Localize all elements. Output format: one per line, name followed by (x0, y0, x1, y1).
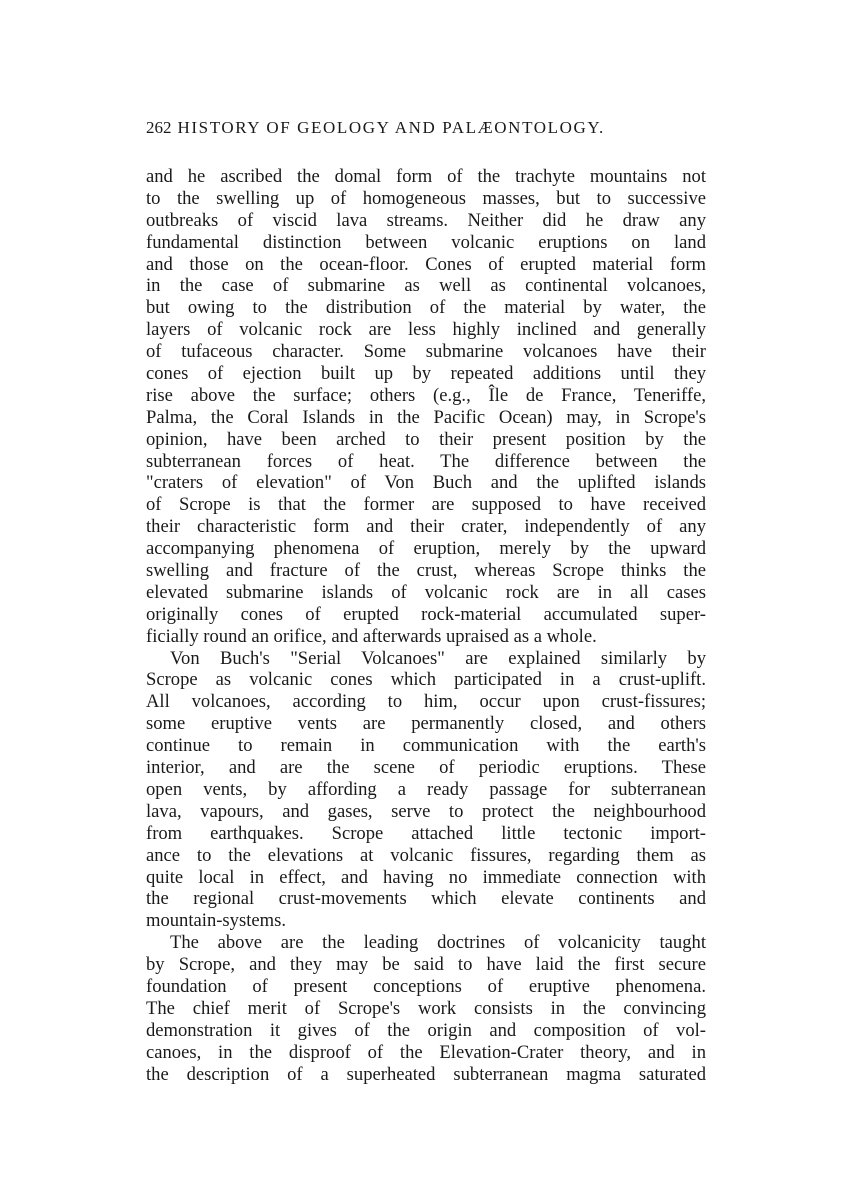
text-line: Von Buch's "Serial Volcanoes" are explained similarly by (170, 647, 706, 669)
body-text (146, 166, 706, 1085)
text-line: by Scrope, and they may be said to have laid the first secure (146, 954, 706, 976)
text-line: outbreaks of viscid lava streams. Neither did he draw any (146, 209, 706, 231)
page-number: 262 (146, 118, 172, 137)
text-line: opinion, have been arched to their present position by the (146, 428, 706, 450)
text-line: ance to the elevations at volcanic fissures, regarding them as (146, 844, 706, 866)
text-line: accompanying phenomena of eruption, merely by the upward (146, 538, 706, 560)
text-line: ficially round an orifice, and afterwards upraised as a whole. (146, 625, 597, 647)
text-line: The chief merit of Scrope's work consists in the convincing (146, 997, 706, 1019)
text-line: and those on the ocean-floor. Cones of erupted material form (146, 253, 706, 275)
text-line: the regional crust-movements which elevate continents and (146, 888, 706, 910)
text-line: Palma, the Coral Islands in the Pacific Ocean) may, in Scrope's (146, 406, 706, 428)
text-line: rise above the surface; others (e.g., Île de France, Teneriffe, (146, 384, 706, 406)
text-line: interior, and are the scene of periodic eruptions. These (146, 757, 706, 779)
text-line: The above are the leading doctrines of volcanicity taught (170, 932, 706, 954)
text-line: and he ascribed the domal form of the trachyte mountains not (146, 166, 706, 187)
text-line: quite local in effect, and having no immediate connection with (146, 866, 706, 888)
text-line: their characteristic form and their crater, independently of any (146, 516, 706, 538)
text-line: layers of volcanic rock are less highly inclined and generally (146, 319, 706, 341)
text-line: demonstration it gives of the origin and composition of vol- (146, 1019, 706, 1041)
text-line: All volcanoes, according to him, occur upon crust-fissures; (146, 691, 706, 713)
text-line: fundamental distinction between volcanic eruptions on land (146, 231, 706, 253)
text-line: subterranean forces of heat. The difference between the (146, 450, 706, 472)
text-line: of tufaceous character. Some submarine volcanoes have their (146, 341, 706, 363)
text-line: open vents, by affording a ready passage for subterranean (146, 778, 706, 800)
text-line: some eruptive vents are permanently closed, and others (146, 713, 706, 735)
text-line: lava, vapours, and gases, serve to protect the neighbourhood (146, 800, 706, 822)
text-line: "craters of elevation" of Von Buch and the uplifted islands (146, 472, 706, 494)
text-line: canoes, in the disproof of the Elevation-Crater theory, and in (146, 1041, 706, 1063)
text-line: continue to remain in communication with the earth's (146, 735, 706, 757)
text-line: to the swelling up of homogeneous masses, but to successive (146, 187, 706, 209)
text-line: mountain-systems. (146, 910, 286, 932)
text-line: from earthquakes. Scrope attached little tectonic import- (146, 822, 706, 844)
text-line: cones of ejection built up by repeated additions until they (146, 363, 706, 385)
text-line: swelling and fracture of the crust, whereas Scrope thinks the (146, 560, 706, 582)
text-line: but owing to the distribution of the material by water, the (146, 297, 706, 319)
running-head (146, 118, 706, 138)
running-title: HISTORY OF GEOLOGY AND PALÆONTOLOGY. (177, 118, 605, 137)
text-line: Scrope as volcanic cones which participated in a crust-uplift. (146, 669, 706, 691)
text-line: foundation of present conceptions of eruptive phenomena. (146, 975, 706, 997)
text-line: originally cones of erupted rock-material accumulated super- (146, 603, 706, 625)
text-line: of Scrope is that the former are supposed to have received (146, 494, 706, 516)
text-line: in the case of submarine as well as continental volcanoes, (146, 275, 706, 297)
text-line: elevated submarine islands of volcanic rock are in all cases (146, 581, 706, 603)
text-line: the description of a superheated subterranean magma saturated (146, 1063, 706, 1085)
